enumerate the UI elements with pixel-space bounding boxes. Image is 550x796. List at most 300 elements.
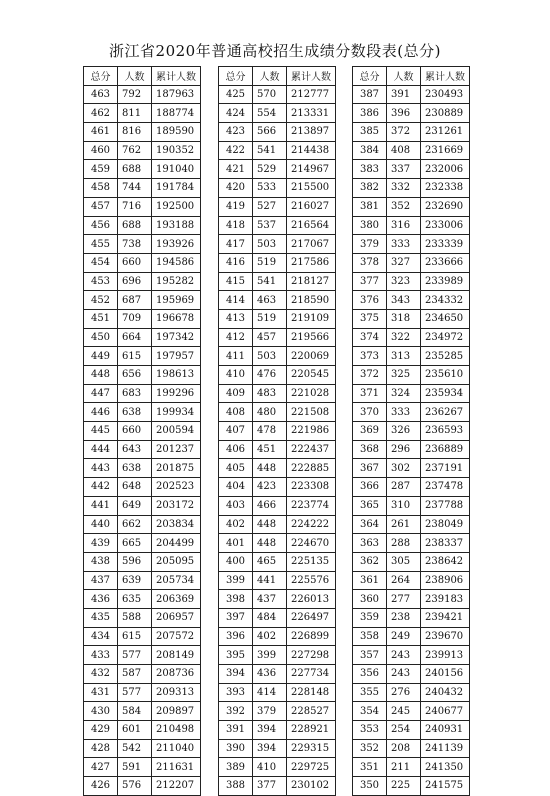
cumulative-cell: 217067 bbox=[287, 235, 336, 254]
score-cell: 440 bbox=[84, 515, 118, 534]
cumulative-cell: 189590 bbox=[152, 123, 201, 142]
count-cell: 463 bbox=[253, 291, 287, 310]
cumulative-cell: 219109 bbox=[287, 309, 336, 328]
table-row bbox=[353, 216, 470, 235]
count-cell: 519 bbox=[253, 309, 287, 328]
count-cell: 478 bbox=[253, 422, 287, 441]
cumulative-cell: 238642 bbox=[421, 552, 470, 571]
cumulative-cell: 223774 bbox=[287, 496, 336, 515]
table-row bbox=[84, 160, 201, 179]
column-header: 累计人数 bbox=[152, 67, 201, 86]
cumulative-cell: 228921 bbox=[287, 721, 336, 740]
score-cell: 399 bbox=[219, 571, 253, 590]
page-title: 浙江省2020年普通高校招生成绩分数段表(总分) bbox=[109, 42, 441, 60]
table-row bbox=[84, 646, 201, 665]
score-cell: 407 bbox=[219, 422, 253, 441]
table-row bbox=[219, 347, 336, 366]
count-cell: 596 bbox=[118, 552, 152, 571]
table-row bbox=[84, 440, 201, 459]
score-cell: 366 bbox=[353, 478, 387, 497]
cumulative-cell: 229725 bbox=[287, 758, 336, 777]
count-cell: 211 bbox=[387, 758, 421, 777]
score-cell: 405 bbox=[219, 459, 253, 478]
cumulative-cell: 236267 bbox=[421, 403, 470, 422]
score-cell: 400 bbox=[219, 552, 253, 571]
table-row bbox=[353, 571, 470, 590]
table-row bbox=[219, 253, 336, 272]
count-cell: 716 bbox=[118, 197, 152, 216]
table-row bbox=[353, 702, 470, 721]
table-row bbox=[84, 777, 201, 796]
cumulative-cell: 212777 bbox=[287, 85, 336, 104]
count-cell: 437 bbox=[253, 590, 287, 609]
cumulative-cell: 222885 bbox=[287, 459, 336, 478]
count-cell: 503 bbox=[253, 235, 287, 254]
count-cell: 591 bbox=[118, 758, 152, 777]
cumulative-cell: 234972 bbox=[421, 328, 470, 347]
count-cell: 323 bbox=[387, 272, 421, 291]
cumulative-cell: 205095 bbox=[152, 552, 201, 571]
score-cell: 437 bbox=[84, 571, 118, 590]
cumulative-cell: 239421 bbox=[421, 608, 470, 627]
cumulative-cell: 239670 bbox=[421, 627, 470, 646]
score-cell: 376 bbox=[353, 291, 387, 310]
table-row bbox=[219, 104, 336, 123]
score-cell: 395 bbox=[219, 646, 253, 665]
table-row bbox=[353, 739, 470, 758]
count-cell: 225 bbox=[387, 777, 421, 796]
table-row bbox=[84, 197, 201, 216]
score-cell: 373 bbox=[353, 347, 387, 366]
table-row bbox=[353, 777, 470, 796]
cumulative-cell: 227298 bbox=[287, 646, 336, 665]
score-cell: 372 bbox=[353, 366, 387, 385]
score-cell: 357 bbox=[353, 646, 387, 665]
score-cell: 445 bbox=[84, 422, 118, 441]
table-row bbox=[219, 197, 336, 216]
table-row bbox=[84, 571, 201, 590]
table-row bbox=[219, 478, 336, 497]
count-cell: 391 bbox=[387, 85, 421, 104]
count-cell: 584 bbox=[118, 702, 152, 721]
score-cell: 441 bbox=[84, 496, 118, 515]
table-row bbox=[353, 422, 470, 441]
score-cell: 435 bbox=[84, 608, 118, 627]
cumulative-cell: 198613 bbox=[152, 366, 201, 385]
cumulative-cell: 217586 bbox=[287, 253, 336, 272]
table-row bbox=[84, 403, 201, 422]
count-cell: 484 bbox=[253, 608, 287, 627]
score-cell: 417 bbox=[219, 235, 253, 254]
count-cell: 288 bbox=[387, 534, 421, 553]
column-header: 总分 bbox=[219, 67, 253, 86]
cumulative-cell: 214967 bbox=[287, 160, 336, 179]
count-cell: 533 bbox=[253, 179, 287, 198]
score-cell: 387 bbox=[353, 85, 387, 104]
score-cell: 458 bbox=[84, 179, 118, 198]
cumulative-cell: 187963 bbox=[152, 85, 201, 104]
score-cell: 377 bbox=[353, 272, 387, 291]
cumulative-cell: 223308 bbox=[287, 478, 336, 497]
count-cell: 377 bbox=[253, 777, 287, 796]
table-row bbox=[84, 328, 201, 347]
cumulative-cell: 201237 bbox=[152, 440, 201, 459]
count-cell: 541 bbox=[253, 141, 287, 160]
count-cell: 302 bbox=[387, 459, 421, 478]
count-cell: 687 bbox=[118, 291, 152, 310]
cumulative-cell: 216027 bbox=[287, 197, 336, 216]
count-cell: 656 bbox=[118, 366, 152, 385]
cumulative-cell: 231261 bbox=[421, 123, 470, 142]
cumulative-cell: 211631 bbox=[152, 758, 201, 777]
table-row bbox=[353, 515, 470, 534]
count-cell: 441 bbox=[253, 571, 287, 590]
cumulative-cell: 195282 bbox=[152, 272, 201, 291]
cumulative-cell: 236593 bbox=[421, 422, 470, 441]
table-row bbox=[219, 272, 336, 291]
count-cell: 305 bbox=[387, 552, 421, 571]
count-cell: 343 bbox=[387, 291, 421, 310]
score-cell: 461 bbox=[84, 123, 118, 142]
table-row bbox=[353, 347, 470, 366]
score-cell: 350 bbox=[353, 777, 387, 796]
count-cell: 333 bbox=[387, 235, 421, 254]
count-cell: 243 bbox=[387, 665, 421, 684]
count-cell: 660 bbox=[118, 422, 152, 441]
score-cell: 457 bbox=[84, 197, 118, 216]
score-cell: 353 bbox=[353, 721, 387, 740]
cumulative-cell: 230889 bbox=[421, 104, 470, 123]
cumulative-cell: 221986 bbox=[287, 422, 336, 441]
column-header: 总分 bbox=[353, 67, 387, 86]
table-row bbox=[353, 758, 470, 777]
count-cell: 688 bbox=[118, 216, 152, 235]
table-row bbox=[84, 141, 201, 160]
cumulative-cell: 238337 bbox=[421, 534, 470, 553]
score-cell: 455 bbox=[84, 235, 118, 254]
cumulative-cell: 191040 bbox=[152, 160, 201, 179]
count-cell: 238 bbox=[387, 608, 421, 627]
table-row bbox=[84, 478, 201, 497]
count-cell: 327 bbox=[387, 253, 421, 272]
count-cell: 352 bbox=[387, 197, 421, 216]
cumulative-cell: 229315 bbox=[287, 739, 336, 758]
count-cell: 245 bbox=[387, 702, 421, 721]
score-cell: 389 bbox=[219, 758, 253, 777]
count-cell: 296 bbox=[387, 440, 421, 459]
score-cell: 419 bbox=[219, 197, 253, 216]
score-cell: 460 bbox=[84, 141, 118, 160]
score-cell: 414 bbox=[219, 291, 253, 310]
cumulative-cell: 192500 bbox=[152, 197, 201, 216]
table-row bbox=[84, 179, 201, 198]
score-cell: 381 bbox=[353, 197, 387, 216]
column-header: 总分 bbox=[84, 67, 118, 86]
count-cell: 399 bbox=[253, 646, 287, 665]
score-cell: 446 bbox=[84, 403, 118, 422]
cumulative-cell: 234332 bbox=[421, 291, 470, 310]
score-cell: 450 bbox=[84, 328, 118, 347]
table-row bbox=[353, 608, 470, 627]
cumulative-cell: 201875 bbox=[152, 459, 201, 478]
count-cell: 318 bbox=[387, 309, 421, 328]
score-cell: 367 bbox=[353, 459, 387, 478]
count-cell: 541 bbox=[253, 272, 287, 291]
column-header: 人数 bbox=[253, 67, 287, 86]
table-row bbox=[219, 702, 336, 721]
score-cell: 408 bbox=[219, 403, 253, 422]
count-cell: 243 bbox=[387, 646, 421, 665]
count-cell: 337 bbox=[387, 160, 421, 179]
cumulative-cell: 232338 bbox=[421, 179, 470, 198]
score-cell: 394 bbox=[219, 665, 253, 684]
count-cell: 696 bbox=[118, 272, 152, 291]
table-row bbox=[84, 534, 201, 553]
table-row bbox=[84, 552, 201, 571]
score-cell: 369 bbox=[353, 422, 387, 441]
table-row bbox=[84, 253, 201, 272]
cumulative-cell: 241139 bbox=[421, 739, 470, 758]
score-table-2 bbox=[218, 66, 336, 796]
cumulative-cell: 238049 bbox=[421, 515, 470, 534]
count-cell: 414 bbox=[253, 683, 287, 702]
cumulative-cell: 231669 bbox=[421, 141, 470, 160]
score-cell: 447 bbox=[84, 384, 118, 403]
cumulative-cell: 240677 bbox=[421, 702, 470, 721]
table-row bbox=[219, 534, 336, 553]
cumulative-cell: 240432 bbox=[421, 683, 470, 702]
cumulative-cell: 237788 bbox=[421, 496, 470, 515]
cumulative-cell: 199934 bbox=[152, 403, 201, 422]
count-cell: 649 bbox=[118, 496, 152, 515]
cumulative-cell: 210498 bbox=[152, 721, 201, 740]
count-cell: 261 bbox=[387, 515, 421, 534]
table-row bbox=[219, 179, 336, 198]
cumulative-cell: 235285 bbox=[421, 347, 470, 366]
table-row bbox=[219, 85, 336, 104]
count-cell: 287 bbox=[387, 478, 421, 497]
count-cell: 396 bbox=[387, 104, 421, 123]
score-cell: 393 bbox=[219, 683, 253, 702]
column-header: 人数 bbox=[118, 67, 152, 86]
count-cell: 423 bbox=[253, 478, 287, 497]
score-cell: 428 bbox=[84, 739, 118, 758]
score-cell: 454 bbox=[84, 253, 118, 272]
table-row bbox=[353, 496, 470, 515]
score-cell: 416 bbox=[219, 253, 253, 272]
count-cell: 816 bbox=[118, 123, 152, 142]
score-cell: 358 bbox=[353, 627, 387, 646]
count-cell: 635 bbox=[118, 590, 152, 609]
table-row bbox=[353, 160, 470, 179]
cumulative-cell: 206957 bbox=[152, 608, 201, 627]
table-row bbox=[84, 459, 201, 478]
cumulative-cell: 224670 bbox=[287, 534, 336, 553]
table-row bbox=[353, 85, 470, 104]
count-cell: 476 bbox=[253, 366, 287, 385]
score-cell: 459 bbox=[84, 160, 118, 179]
score-cell: 423 bbox=[219, 123, 253, 142]
cumulative-cell: 239183 bbox=[421, 590, 470, 609]
score-cell: 413 bbox=[219, 309, 253, 328]
table-row bbox=[353, 309, 470, 328]
cumulative-cell: 205734 bbox=[152, 571, 201, 590]
table-row bbox=[84, 665, 201, 684]
cumulative-cell: 211040 bbox=[152, 739, 201, 758]
score-cell: 365 bbox=[353, 496, 387, 515]
count-cell: 332 bbox=[387, 179, 421, 198]
cumulative-cell: 190352 bbox=[152, 141, 201, 160]
count-cell: 639 bbox=[118, 571, 152, 590]
table-row bbox=[219, 384, 336, 403]
count-cell: 709 bbox=[118, 309, 152, 328]
count-cell: 601 bbox=[118, 721, 152, 740]
score-cell: 431 bbox=[84, 683, 118, 702]
table-row bbox=[353, 197, 470, 216]
table-row bbox=[219, 646, 336, 665]
table-row bbox=[353, 328, 470, 347]
score-cell: 453 bbox=[84, 272, 118, 291]
count-cell: 208 bbox=[387, 739, 421, 758]
score-cell: 443 bbox=[84, 459, 118, 478]
score-cell: 452 bbox=[84, 291, 118, 310]
table-row bbox=[84, 422, 201, 441]
score-cell: 449 bbox=[84, 347, 118, 366]
count-cell: 638 bbox=[118, 403, 152, 422]
score-cell: 368 bbox=[353, 440, 387, 459]
cumulative-cell: 241575 bbox=[421, 777, 470, 796]
column-header: 人数 bbox=[387, 67, 421, 86]
table-row bbox=[353, 683, 470, 702]
cumulative-cell: 188774 bbox=[152, 104, 201, 123]
score-cell: 434 bbox=[84, 627, 118, 646]
cumulative-cell: 213331 bbox=[287, 104, 336, 123]
cumulative-cell: 227734 bbox=[287, 665, 336, 684]
count-cell: 792 bbox=[118, 85, 152, 104]
table-row bbox=[219, 665, 336, 684]
count-cell: 448 bbox=[253, 515, 287, 534]
score-cell: 398 bbox=[219, 590, 253, 609]
score-cell: 439 bbox=[84, 534, 118, 553]
score-cell: 418 bbox=[219, 216, 253, 235]
score-cell: 421 bbox=[219, 160, 253, 179]
table-row bbox=[353, 646, 470, 665]
score-cell: 401 bbox=[219, 534, 253, 553]
cumulative-cell: 224222 bbox=[287, 515, 336, 534]
cumulative-cell: 233339 bbox=[421, 235, 470, 254]
count-cell: 451 bbox=[253, 440, 287, 459]
count-cell: 448 bbox=[253, 534, 287, 553]
score-table-1 bbox=[83, 66, 201, 796]
table-row bbox=[353, 478, 470, 497]
score-cell: 424 bbox=[219, 104, 253, 123]
cumulative-cell: 237478 bbox=[421, 478, 470, 497]
score-cell: 397 bbox=[219, 608, 253, 627]
table-row bbox=[353, 552, 470, 571]
score-cell: 360 bbox=[353, 590, 387, 609]
score-cell: 433 bbox=[84, 646, 118, 665]
count-cell: 276 bbox=[387, 683, 421, 702]
table-row bbox=[84, 721, 201, 740]
score-cell: 409 bbox=[219, 384, 253, 403]
table-row bbox=[353, 104, 470, 123]
count-cell: 615 bbox=[118, 627, 152, 646]
count-cell: 480 bbox=[253, 403, 287, 422]
score-cell: 364 bbox=[353, 515, 387, 534]
cumulative-cell: 221028 bbox=[287, 384, 336, 403]
count-cell: 410 bbox=[253, 758, 287, 777]
count-cell: 744 bbox=[118, 179, 152, 198]
cumulative-cell: 228148 bbox=[287, 683, 336, 702]
score-cell: 371 bbox=[353, 384, 387, 403]
count-cell: 313 bbox=[387, 347, 421, 366]
count-cell: 316 bbox=[387, 216, 421, 235]
table-row bbox=[84, 104, 201, 123]
score-cell: 356 bbox=[353, 665, 387, 684]
count-cell: 615 bbox=[118, 347, 152, 366]
cumulative-cell: 239913 bbox=[421, 646, 470, 665]
count-cell: 577 bbox=[118, 683, 152, 702]
score-cell: 462 bbox=[84, 104, 118, 123]
table-row bbox=[219, 123, 336, 142]
score-cell: 383 bbox=[353, 160, 387, 179]
table-row bbox=[353, 440, 470, 459]
score-cell: 402 bbox=[219, 515, 253, 534]
score-cell: 451 bbox=[84, 309, 118, 328]
table-row bbox=[84, 272, 201, 291]
count-cell: 664 bbox=[118, 328, 152, 347]
table-row bbox=[353, 123, 470, 142]
table-row bbox=[84, 291, 201, 310]
count-cell: 762 bbox=[118, 141, 152, 160]
cumulative-cell: 226899 bbox=[287, 627, 336, 646]
cumulative-cell: 233006 bbox=[421, 216, 470, 235]
table-row bbox=[219, 739, 336, 758]
count-cell: 466 bbox=[253, 496, 287, 515]
score-cell: 415 bbox=[219, 272, 253, 291]
table-row bbox=[219, 627, 336, 646]
count-cell: 577 bbox=[118, 646, 152, 665]
count-cell: 322 bbox=[387, 328, 421, 347]
score-cell: 370 bbox=[353, 403, 387, 422]
score-cell: 384 bbox=[353, 141, 387, 160]
count-cell: 662 bbox=[118, 515, 152, 534]
table-row bbox=[219, 683, 336, 702]
column-header: 累计人数 bbox=[287, 67, 336, 86]
cumulative-cell: 203834 bbox=[152, 515, 201, 534]
table-row bbox=[219, 571, 336, 590]
cumulative-cell: 195969 bbox=[152, 291, 201, 310]
table-row bbox=[219, 440, 336, 459]
count-cell: 372 bbox=[387, 123, 421, 142]
cumulative-cell: 213897 bbox=[287, 123, 336, 142]
cumulative-cell: 197957 bbox=[152, 347, 201, 366]
table-row bbox=[353, 366, 470, 385]
cumulative-cell: 202523 bbox=[152, 478, 201, 497]
count-cell: 457 bbox=[253, 328, 287, 347]
cumulative-cell: 214438 bbox=[287, 141, 336, 160]
score-cell: 403 bbox=[219, 496, 253, 515]
table-row bbox=[84, 235, 201, 254]
cumulative-cell: 221508 bbox=[287, 403, 336, 422]
table-row bbox=[353, 291, 470, 310]
count-cell: 643 bbox=[118, 440, 152, 459]
count-cell: 325 bbox=[387, 366, 421, 385]
count-cell: 688 bbox=[118, 160, 152, 179]
table-row bbox=[353, 253, 470, 272]
count-cell: 379 bbox=[253, 702, 287, 721]
cumulative-cell: 232690 bbox=[421, 197, 470, 216]
